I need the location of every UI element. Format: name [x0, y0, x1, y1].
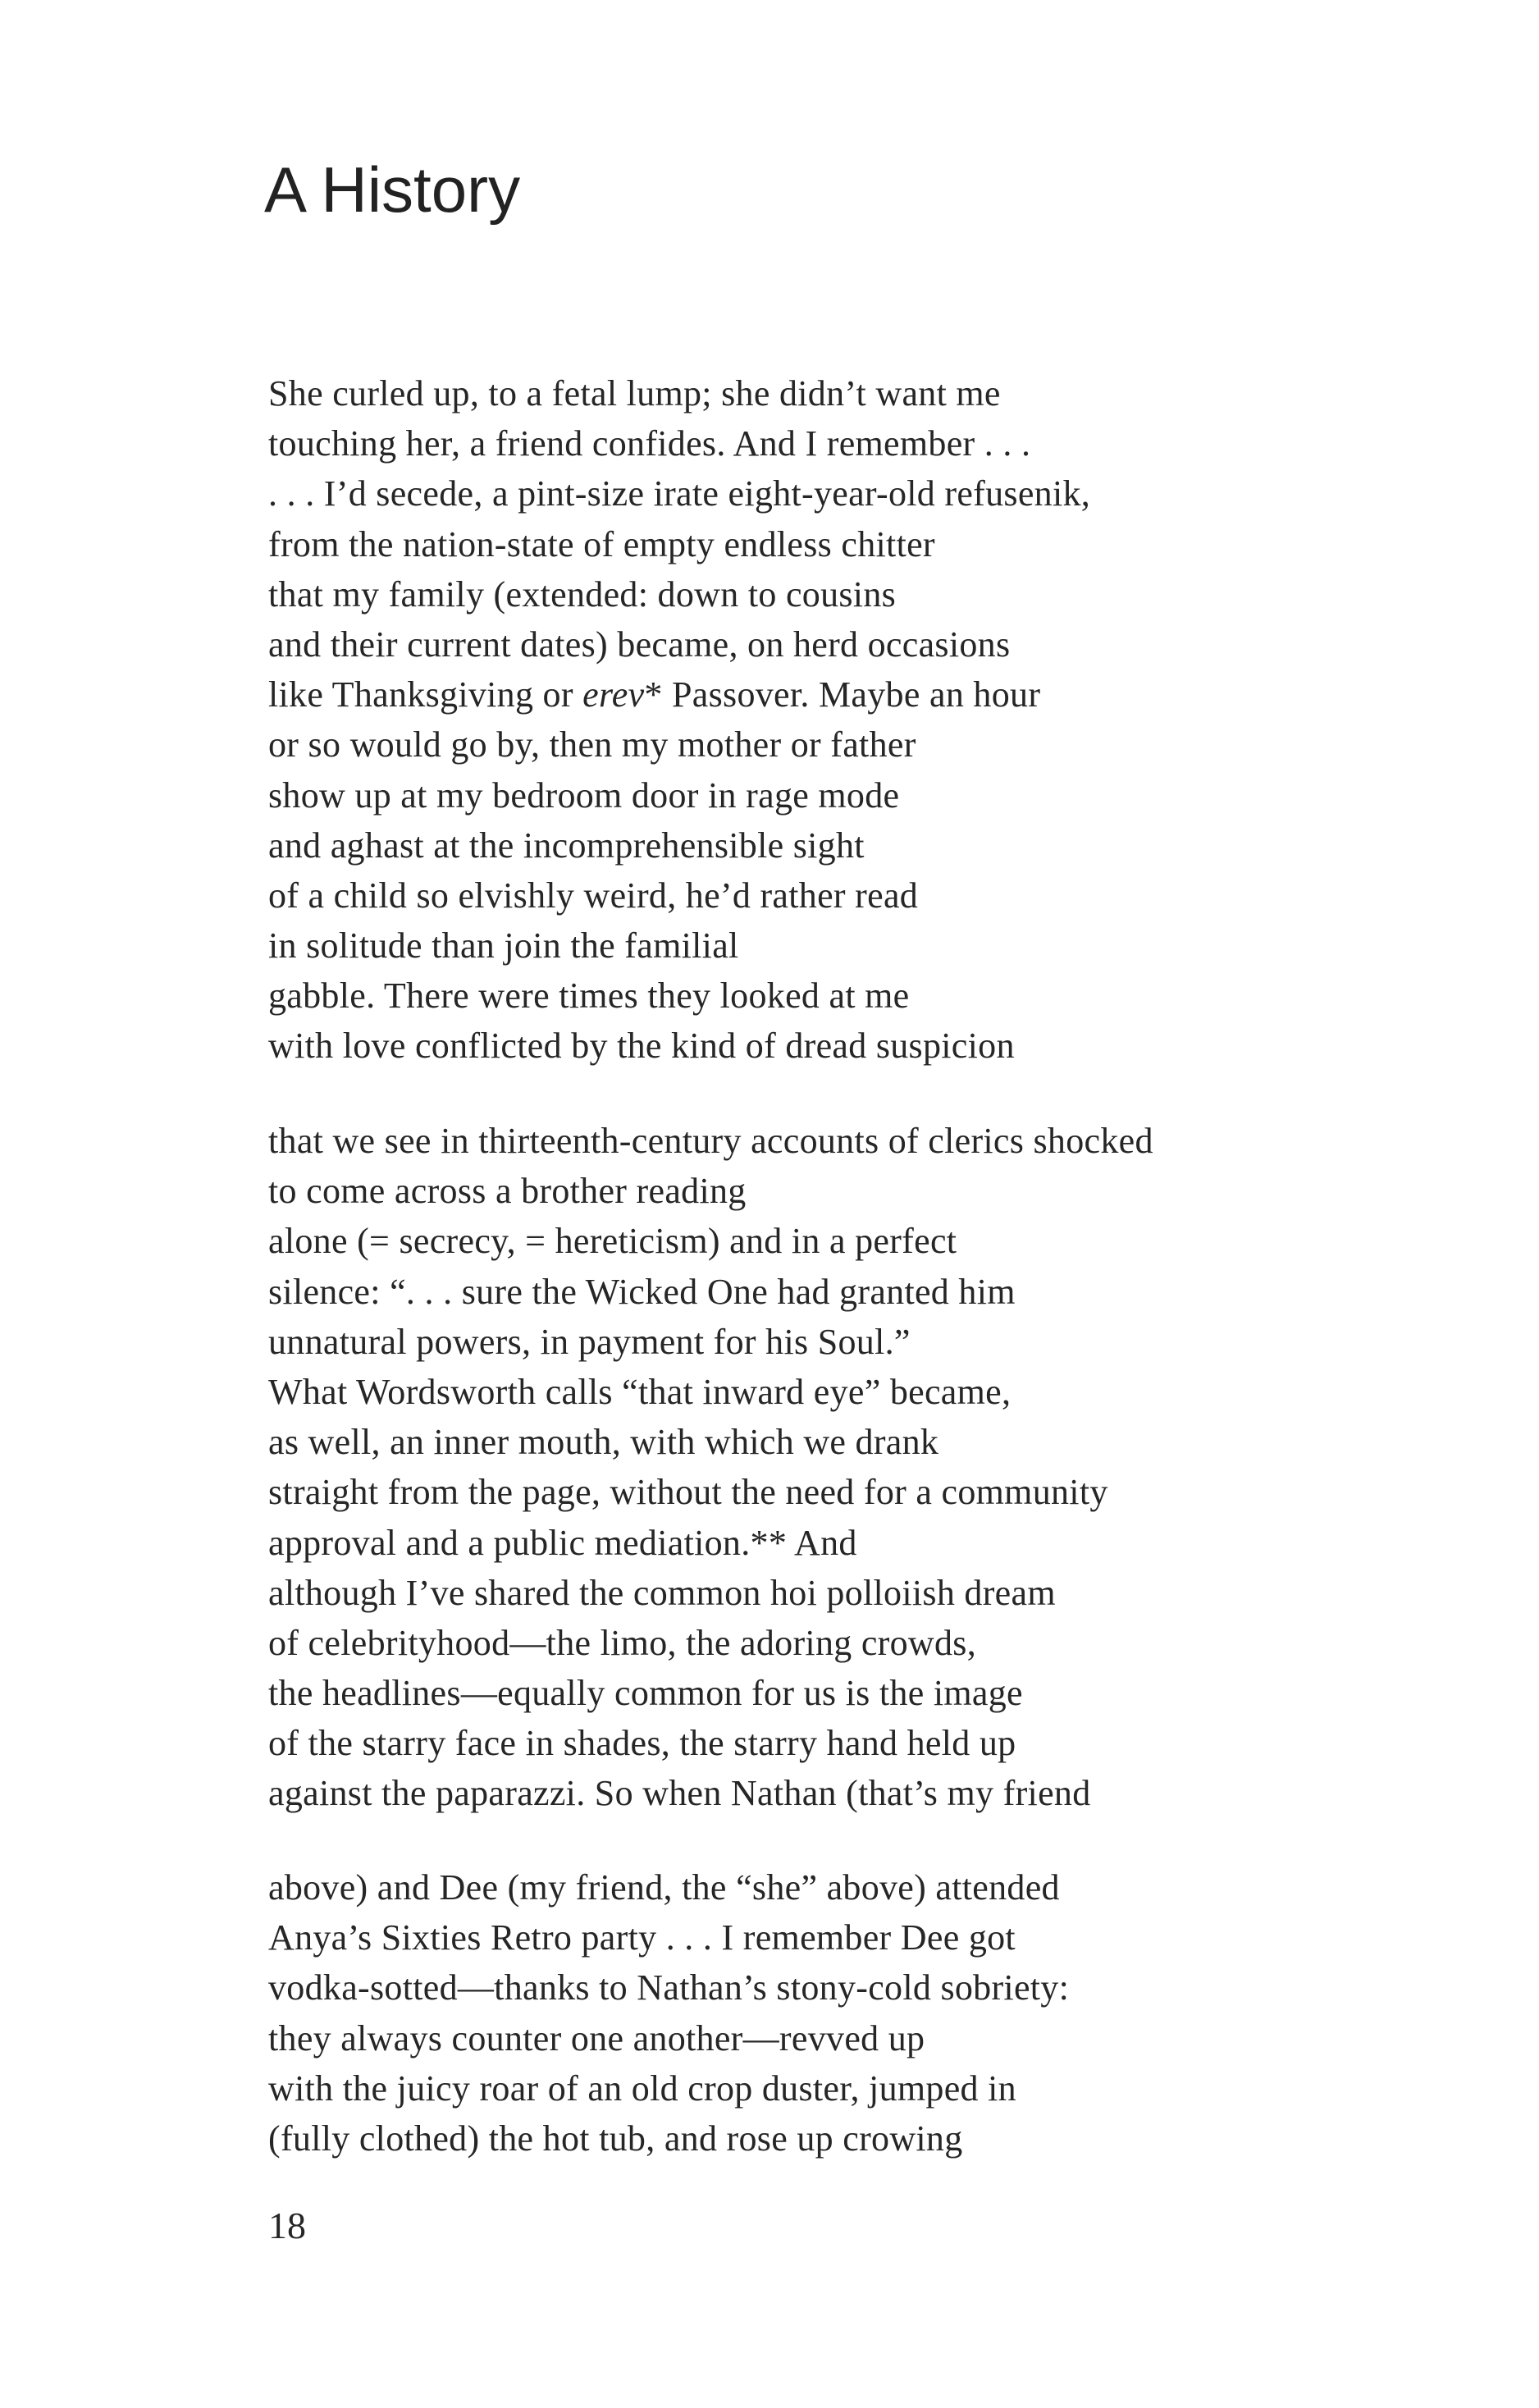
poem-line: from the nation-state of empty endless chitter [268, 523, 935, 564]
poem-line: She curled up, to a fetal lump; she didn’t want me [268, 373, 1001, 414]
poem-line: touching her, a friend confides. And I remember . . . [268, 423, 1031, 464]
poem-line: like Thanksgiving or erev* Passover. Maybe an hour [268, 674, 1041, 715]
poem-line: of the starry face in shades, the starry hand held up [268, 1723, 1016, 1764]
poem-line: What Wordsworth calls “that inward eye” became, [268, 1371, 1012, 1412]
poem-line: gabble. There were times they looked at me [268, 976, 910, 1017]
stanza [268, 368, 1090, 1071]
italic-word: erev [582, 674, 645, 715]
poem-line: to come across a brother reading [268, 1171, 747, 1212]
poem-line: that we see in thirteenth-century accounts of clerics shocked [268, 1121, 1153, 1161]
poem-line: straight from the page, without the need for a community [268, 1472, 1108, 1513]
poem-line: unnatural powers, in payment for his Soul.” [268, 1321, 911, 1362]
poem-line: and aghast at the incomprehensible sight [268, 825, 865, 866]
poem-line: . . . I’d secede, a pint-size irate eight-year-old refusenik, [268, 473, 1091, 514]
poem-line: with the juicy roar of an old crop duster, jumped in [268, 2068, 1016, 2109]
poem-line: alone (= secrecy, = hereticism) and in a perfect [268, 1221, 957, 1262]
poem-line: above) and Dee (my friend, the “she” above) attended [268, 1867, 1060, 1908]
poem-line: the headlines—equally common for us is the image [268, 1673, 1023, 1714]
poem-line: (fully clothed) the hot tub, and rose up crowing [268, 2118, 963, 2159]
poem-line: in solitude than join the familial [268, 925, 739, 966]
poem-line: approval and a public mediation.** And [268, 1522, 857, 1563]
stanza [268, 1862, 1069, 2164]
stanza [268, 1116, 1153, 1819]
poem-line: vodka-sotted—thanks to Nathan’s stony-cold sobriety: [268, 1967, 1070, 2008]
poem-line: of a child so elvishly weird, he’d rather read [268, 875, 919, 916]
poem-line: silence: “. . . sure the Wicked One had granted him [268, 1271, 1016, 1312]
poem-line: that my family (extended: down to cousins [268, 573, 897, 615]
poem-line: and their current dates) became, on herd occasions [268, 624, 1011, 665]
poem-line: as well, an inner mouth, with which we drank [268, 1422, 939, 1463]
poem-line: although I’ve shared the common hoi polloiish dream [268, 1572, 1056, 1613]
poem-line: against the paparazzi. So when Nathan (that’s my friend [268, 1773, 1091, 1814]
poem-line: with love conflicted by the kind of dread suspicion [268, 1026, 1015, 1067]
page-number: 18 [268, 2205, 306, 2246]
poem-line: show up at my bedroom door in rage mode [268, 774, 900, 816]
poem-line: they always counter one another—revved up [268, 2017, 925, 2058]
poem-line: or so would go by, then my mother or father [268, 724, 916, 765]
page-title: A History [264, 153, 521, 226]
poem-line: Anya’s Sixties Retro party . . . I remember Dee got [268, 1917, 1016, 1958]
poem-line: of celebrityhood—the limo, the adoring crowds, [268, 1622, 977, 1663]
